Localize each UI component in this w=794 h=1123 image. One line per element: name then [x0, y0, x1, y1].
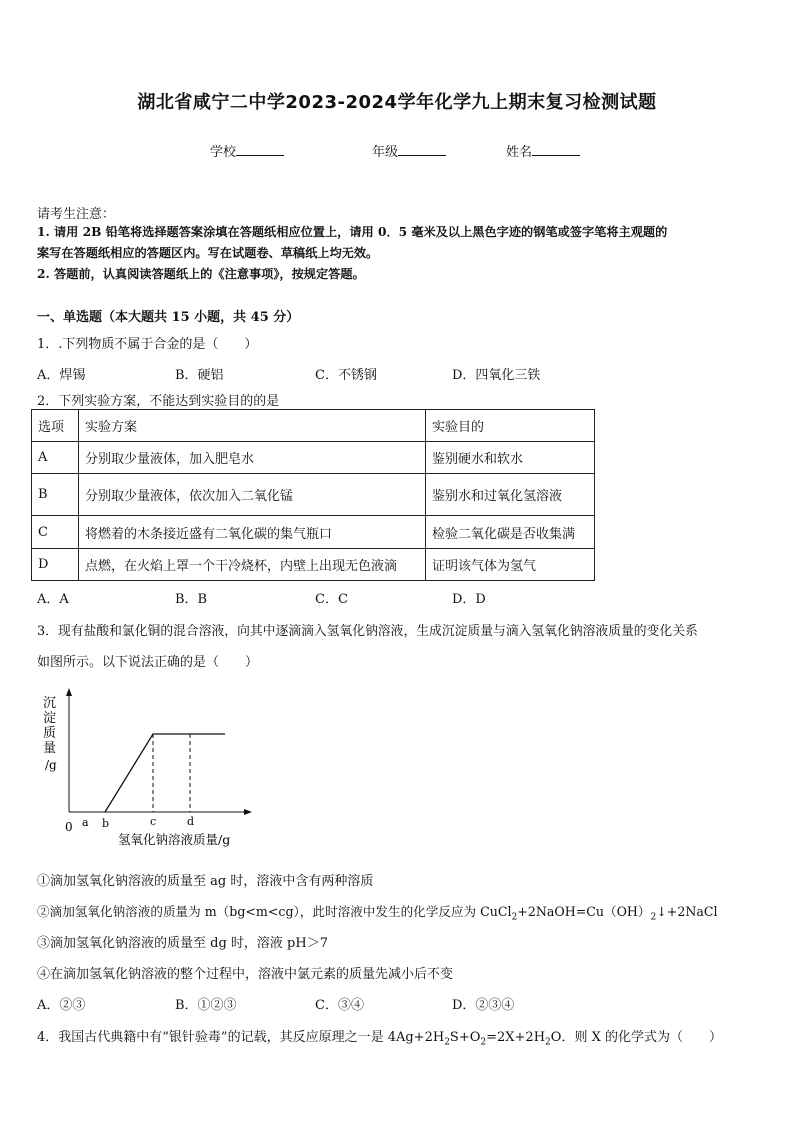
table-cell: 检验二氧化碳是否收集满 [426, 516, 595, 549]
notice-item-2: 2. 答题前，认真阅读答题纸上的《注意事项》，按规定答题。 [37, 267, 365, 281]
q3-statement-2-text: ↓+2NaCl [656, 904, 718, 919]
page-title: 湖北省咸宁二中学2023-2024学年化学九上期末复习检测试题 [137, 92, 657, 113]
q2-option-a[interactable]: A．A [37, 592, 69, 607]
y-label-char: 沉 [43, 696, 57, 711]
origin-label: 0 [65, 820, 73, 834]
table-row [32, 474, 595, 516]
table-header-cell: 实验方案 [79, 410, 426, 442]
y-unit: /g [45, 758, 57, 772]
precipitate-curve [105, 734, 225, 812]
table-cell: B [32, 474, 79, 516]
q1-stem: 1．.下列物质不属于合金的是（ ） [37, 337, 258, 352]
table-cell: 鉴别水和过氧化氢溶液 [426, 474, 595, 516]
subscript: 2 [511, 912, 518, 923]
q3-statement-2 [37, 901, 718, 923]
q1-option-c[interactable]: C．不锈钢 [315, 368, 377, 383]
q3-chart [40, 688, 260, 853]
table-cell: 分别取少量液体，依次加入二氧化锰 [79, 474, 426, 516]
subscript: 2 [545, 1037, 551, 1048]
subscript: 2 [444, 1037, 450, 1048]
q2-option-c[interactable]: C．C [315, 592, 348, 607]
grade-blank[interactable] [398, 143, 446, 156]
q1-option-b[interactable]: B．硬铝 [175, 368, 224, 383]
name-blank[interactable] [532, 143, 580, 156]
table-cell: A [32, 442, 79, 474]
subscript: 2 [480, 1037, 487, 1048]
y-label-char: 量 [43, 741, 57, 756]
notice-item-1-line-2: 案写在答题纸相应的答题区内。写在试题卷、草稿纸上均无效。 [37, 246, 379, 260]
table-cell: 证明该气体为氢气 [426, 549, 595, 581]
q3-stem-line-1: 3．现有盐酸和氯化铜的混合溶液，向其中逐滴滴入氢氧化钠溶液，生成沉淀质量与滴入氢氧化钠溶液质量的变化关系 [37, 624, 698, 639]
table-cell: 鉴别硬水和软水 [426, 442, 595, 474]
q1-option-a[interactable]: A．焊锡 [37, 368, 86, 383]
notice-heading: 请考生注意： [37, 207, 116, 222]
table-header-cell: 实验目的 [426, 410, 595, 442]
x-axis-label: 氢氧化钠溶液质量/g [118, 832, 231, 847]
grade-label: 年级 [372, 145, 399, 160]
table-row [32, 516, 595, 549]
x-tick-label: c [150, 815, 157, 828]
school-field[interactable] [210, 141, 284, 160]
q2-stem: 2．下列实验方案，不能达到实验目的的是 [37, 394, 280, 409]
q2-table [31, 409, 595, 581]
table-cell: 分别取少量液体，加入肥皂水 [79, 442, 426, 474]
notice-item-1-line-1: 1. 请用 2B 铅笔将选择题答案涂填在答题纸相应位置上，请用 0．5 毫米及以上黑色字迹的钢笔或签字笔将主观题的 [37, 225, 668, 239]
q3-statement-2-text: ②滴加氢氧化钠溶液的质量为 m（bg<m<cg），此时溶液中发生的化学反应为 CuCl [37, 904, 512, 919]
table-cell: 将燃着的木条接近盛有二氧化碳的集气瓶口 [79, 516, 426, 549]
table-cell: D [32, 549, 79, 581]
q2-option-b[interactable]: B．B [175, 592, 208, 607]
x-tick-label: b [102, 817, 110, 830]
table-cell: C [32, 516, 79, 549]
q3-option-b[interactable]: B．①②③ [175, 998, 237, 1013]
grade-field[interactable] [372, 141, 446, 160]
q4-stem [37, 1026, 722, 1048]
q3-statement-3: ③滴加氢氧化钠溶液的质量至 dg 时，溶液 pH＞7 [37, 936, 328, 951]
school-blank[interactable] [236, 143, 284, 156]
q4-stem-text: O．则 X 的化学式为（ ） [550, 1030, 722, 1045]
name-label: 姓名 [506, 145, 533, 160]
x-tick-label: a [82, 816, 89, 829]
table-cell: 点燃，在火焰上罩一个干冷烧杯，内壁上出现无色液滴 [79, 549, 426, 581]
q3-option-c[interactable]: C．③④ [315, 998, 364, 1013]
y-label-char: 质 [43, 726, 57, 741]
school-label: 学校 [210, 145, 237, 160]
table-row [32, 549, 595, 581]
x-tick-label: d [187, 815, 195, 828]
table-header-row [32, 410, 595, 442]
q4-stem-text: S+O [449, 1030, 481, 1045]
q3-option-a[interactable]: A．②③ [37, 998, 86, 1013]
subscript: 2 [650, 912, 657, 923]
q3-statement-2-text: +2NaOH=Cu（OH） [517, 904, 651, 919]
q3-statement-4: ④在滴加氢氧化钠溶液的整个过程中，溶液中氯元素的质量先减小后不变 [37, 967, 454, 982]
q3-option-d[interactable]: D．②③④ [452, 998, 515, 1013]
table-header-cell: 选项 [32, 410, 79, 442]
q1-option-d[interactable]: D．四氧化三铁 [452, 368, 541, 383]
q2-option-d[interactable]: D．D [452, 592, 486, 607]
q4-stem-text: =2X+2H [486, 1030, 546, 1045]
q3-stem-line-2: 如图所示。以下说法正确的是（ ） [37, 655, 259, 670]
section-heading: 一、单选题（本大题共 15 小题，共 45 分） [37, 310, 300, 325]
y-axis-arrow [66, 688, 72, 696]
name-field[interactable] [506, 141, 580, 160]
x-axis-arrow [244, 809, 252, 815]
q4-stem-text: 4．我国古代典籍中有“银针验毒”的记载，其反应原理之一是 4Ag+2H [37, 1030, 445, 1045]
q3-statement-1: ①滴加氢氧化钠溶液的质量至 ag 时，溶液中含有两种溶质 [37, 874, 374, 889]
table-row [32, 442, 595, 474]
y-label-char: 淀 [43, 711, 57, 726]
